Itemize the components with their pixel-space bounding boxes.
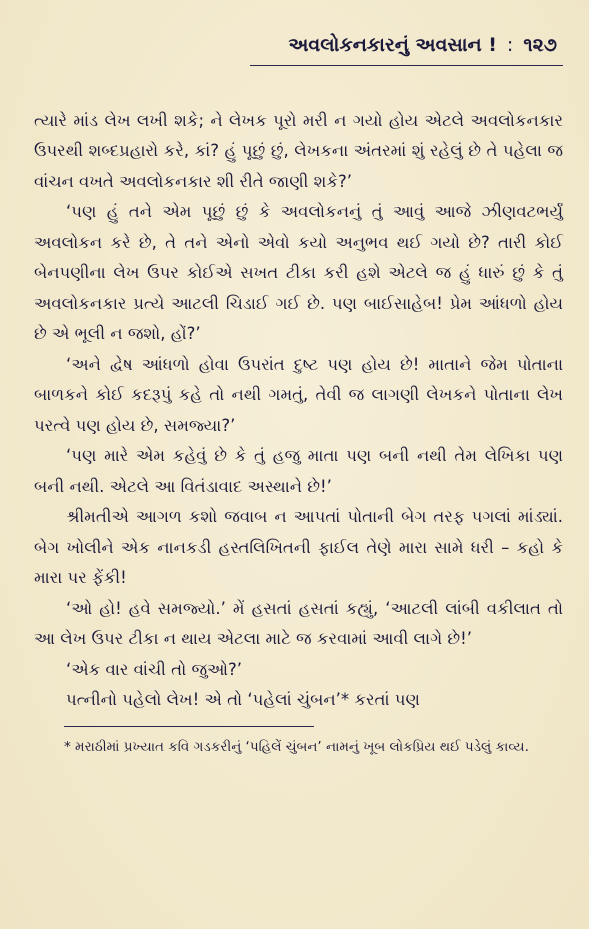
page-number: ૧૨૭ (523, 34, 557, 56)
paragraph: ‘પણ હું તને એમ પૂછું છું કે અવલોકનનું તું આવું આજે ઝીણવટભર્યું અવલોકન કરે છે, તે તને એનો એવો કયો અનુભવ થઈ ગયો છે? તારી કોઈ બેનપણીના લેખ ઉપર કોઈએ સખત ટીકા કરી હશે એટલે જ હું ધારું છું કે તું અવલોકનકાર પ્રત્યે આટલી ચિડાઈ ગઈ છે. પણ બાઈસાહેબ! પ્રેમ આંધળો હોય છે એ ભૂલી ન જશો, હોં?’ (34, 202, 563, 344)
footnote-rule (64, 726, 314, 727)
paragraph: પત્નીનો પહેલો લેખ! એ તો ‘પહેલાં ચુંબન’* કરતાં પણ (66, 690, 420, 710)
paragraph: ત્યારે માંડ લેખ લખી શકે; ને લેખક પૂરો મરી ન ગયો હોય એટલે અવલોકનકાર ઉપરથી શબ્દપ્રહારો કરે, કાં? હું પૂછું છું, લેખકના અંતરમાં શું રહેલું છે તે પહેલા જ વાંચન વખતે અવલોકનકાર શી રીતે જાણી શકે?’ (34, 110, 563, 191)
header-separator: : (506, 34, 514, 56)
paragraph: શ્રીમતીએ આગળ કશો જવાબ ન આપતાં પોતાની બેગ તરફ પગલાં માંડ્યાં. બેગ ખોલીને એક નાનકડી હસ્તલિખિતની ફાઈલ તેણે મારા સામે ધરી – કહો કે મારા પર ફેંકી! (34, 507, 563, 588)
body-text (34, 106, 563, 716)
running-header (34, 34, 563, 57)
paragraph: ‘ઓ હો! હવે સમજ્યો.’ મેં હસતાં હસતાં કહ્યું, ‘આટલી લાંબી વકીલાત તો આ લેખ ઉપર ટીકા ન થાય એટલા માટે જ કરવામાં આવી લાગે છે!’ (34, 598, 563, 649)
header-rule (250, 65, 563, 66)
paragraph: ‘એક વાર વાંચી તો જુઓ?’ (66, 659, 243, 679)
chapter-title: અવલોકનકારનું અવસાન ! (288, 34, 497, 56)
paragraph: ‘અને દ્વેષ આંધળો હોવા ઉપરાંત દુષ્ટ પણ હોય છે! માતાને જેમ પોતાના બાળકને કોઈ કદરૂપું કહે તો નથી ગમતું, તેવી જ લાગણી લેખકને પોતાના લેખ પરત્વે પણ હોય છે, સમજ્યા?’ (34, 354, 563, 435)
paragraph: ‘પણ મારે એમ કહેવું છે કે તું હજુ માતા પણ બની નથી તેમ લેખિકા પણ બની નથી. એટલે આ વિતંડાવાદ અસ્થાને છે!’ (34, 446, 563, 496)
footnote: * મરાઠીમાં પ્રખ્યાત કવિ ગડકરીનું ‘પહિલેં ચુંબન’ નામનું ખૂબ લોકપ્રિય થઈ પડેલું કાવ્ય. (64, 738, 529, 755)
